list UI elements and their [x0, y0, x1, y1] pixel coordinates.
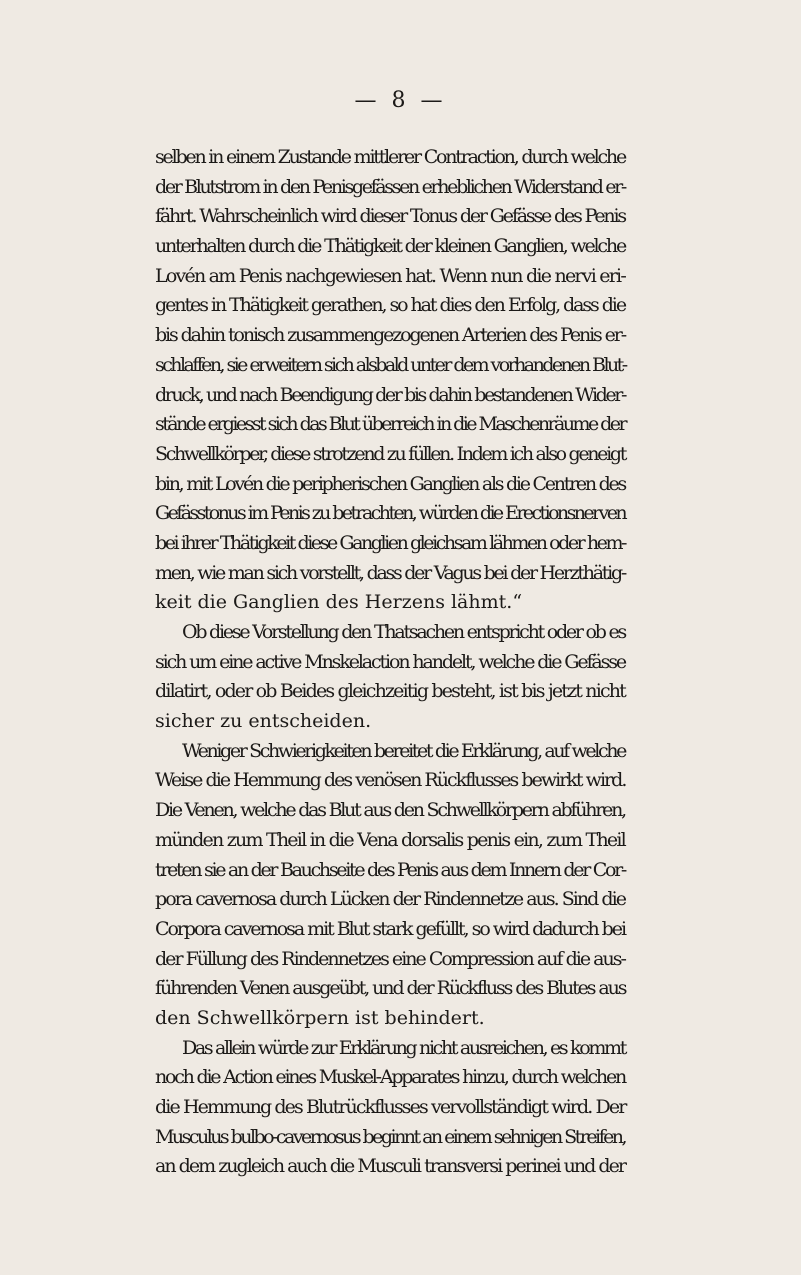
text-line: Corpora cavernosa mit Blut stark gefüllt, so wird dadurch bei	[155, 917, 625, 940]
text-line: den Schwellkörpern ist behindert.	[155, 1006, 485, 1029]
text-line: Die Venen, welche das Blut aus den Schwellkörpern abführen,	[155, 799, 625, 822]
body-text	[155, 143, 625, 1182]
text-line: der Blutstrom in den Penisgefässen erheblichen Widerstand er-	[155, 175, 625, 198]
text-line: keit die Ganglien des Herzens lähmt.“	[155, 591, 523, 614]
text-line: Das allein würde zur Erklärung nicht ausreichen, es kommt	[182, 1036, 625, 1059]
text-line: die Hemmung des Blutrückflusses vervollständigt wird. Der	[155, 1096, 626, 1118]
text-line: bei ihrer Thätigkeit diese Ganglien gleichsam lähmen oder hem-	[155, 531, 625, 554]
text-line: sich um eine active Mnskelaction handelt, welche die Gefässe	[155, 650, 625, 673]
text-line: der Füllung des Rindennetzes eine Compression auf die aus-	[155, 947, 625, 970]
text-line: an dem zugleich auch die Musculi transversi perinei und der	[155, 1155, 625, 1178]
text-line: pora cavernosa durch Lücken der Rindennetze aus. Sind die	[155, 888, 625, 911]
text-line: dilatirt, oder ob Beides gleichzeitig besteht, ist bis jetzt nicht	[155, 680, 625, 703]
text-line: sicher zu entscheiden.	[155, 710, 372, 733]
text-line: bis dahin tonisch zusammengezogenen Arterien des Penis er-	[155, 324, 625, 347]
text-line: men, wie man sich vorstellt, dass der Vagus bei der Herzthätig-	[155, 561, 625, 584]
text-line: schlaffen, sie erweitern sich alsbald unter dem vorhandenen Blut-	[155, 353, 626, 376]
text-line: Schwellkörper, diese strotzend zu füllen. Indem ich also geneigt	[155, 442, 625, 465]
text-line: münden zum Theil in die Vena dorsalis penis ein, zum Theil	[155, 828, 625, 851]
text-line: Weniger Schwierigkeiten bereitet die Erklärung, auf welche	[182, 739, 625, 762]
text-line: unterhalten durch die Thätigkeit der kleinen Ganglien, welche	[155, 235, 626, 258]
text-line: Gefässtonus im Penis zu betrachten, würden die Erectionsnerven	[155, 502, 625, 525]
text-line: druck, und nach Beendigung der bis dahin bestandenen Wider-	[155, 383, 625, 406]
page-number: — 8 —	[354, 88, 447, 113]
text-line: bin, mit Lovén die peripherischen Ganglien als die Centren des	[155, 472, 625, 495]
text-line: noch die Action eines Muskel-Apparates hinzu, durch welchen	[155, 1066, 625, 1089]
text-line: Musculus bulbo-cavernosus beginnt an einem sehnigen Streifen,	[155, 1125, 625, 1148]
text-line: stände ergiesst sich das Blut überreich in die Maschenräume der	[155, 413, 626, 436]
text-line: Weise die Hemmung des venösen Rückflusses bewirkt wird.	[155, 769, 626, 792]
text-line: fährt. Wahrscheinlich wird dieser Tonus der Gefässe des Penis	[155, 205, 625, 228]
text-line: gentes in Thätigkeit gerathen, so hat dies den Erfolg, dass die	[155, 294, 625, 317]
text-line: treten sie an der Bauchseite des Penis aus dem Innern der Cor-	[155, 858, 625, 881]
text-line: Lovén am Penis nachgewiesen hat. Wenn nun die nervi eri-	[155, 264, 625, 287]
text-line: selben in einem Zustande mittlerer Contraction, durch welche	[155, 146, 626, 168]
text-line: Ob diese Vorstellung den Thatsachen entspricht oder ob es	[182, 621, 625, 643]
text-line: führenden Venen ausgeübt, und der Rückfluss des Blutes aus	[155, 977, 626, 1000]
